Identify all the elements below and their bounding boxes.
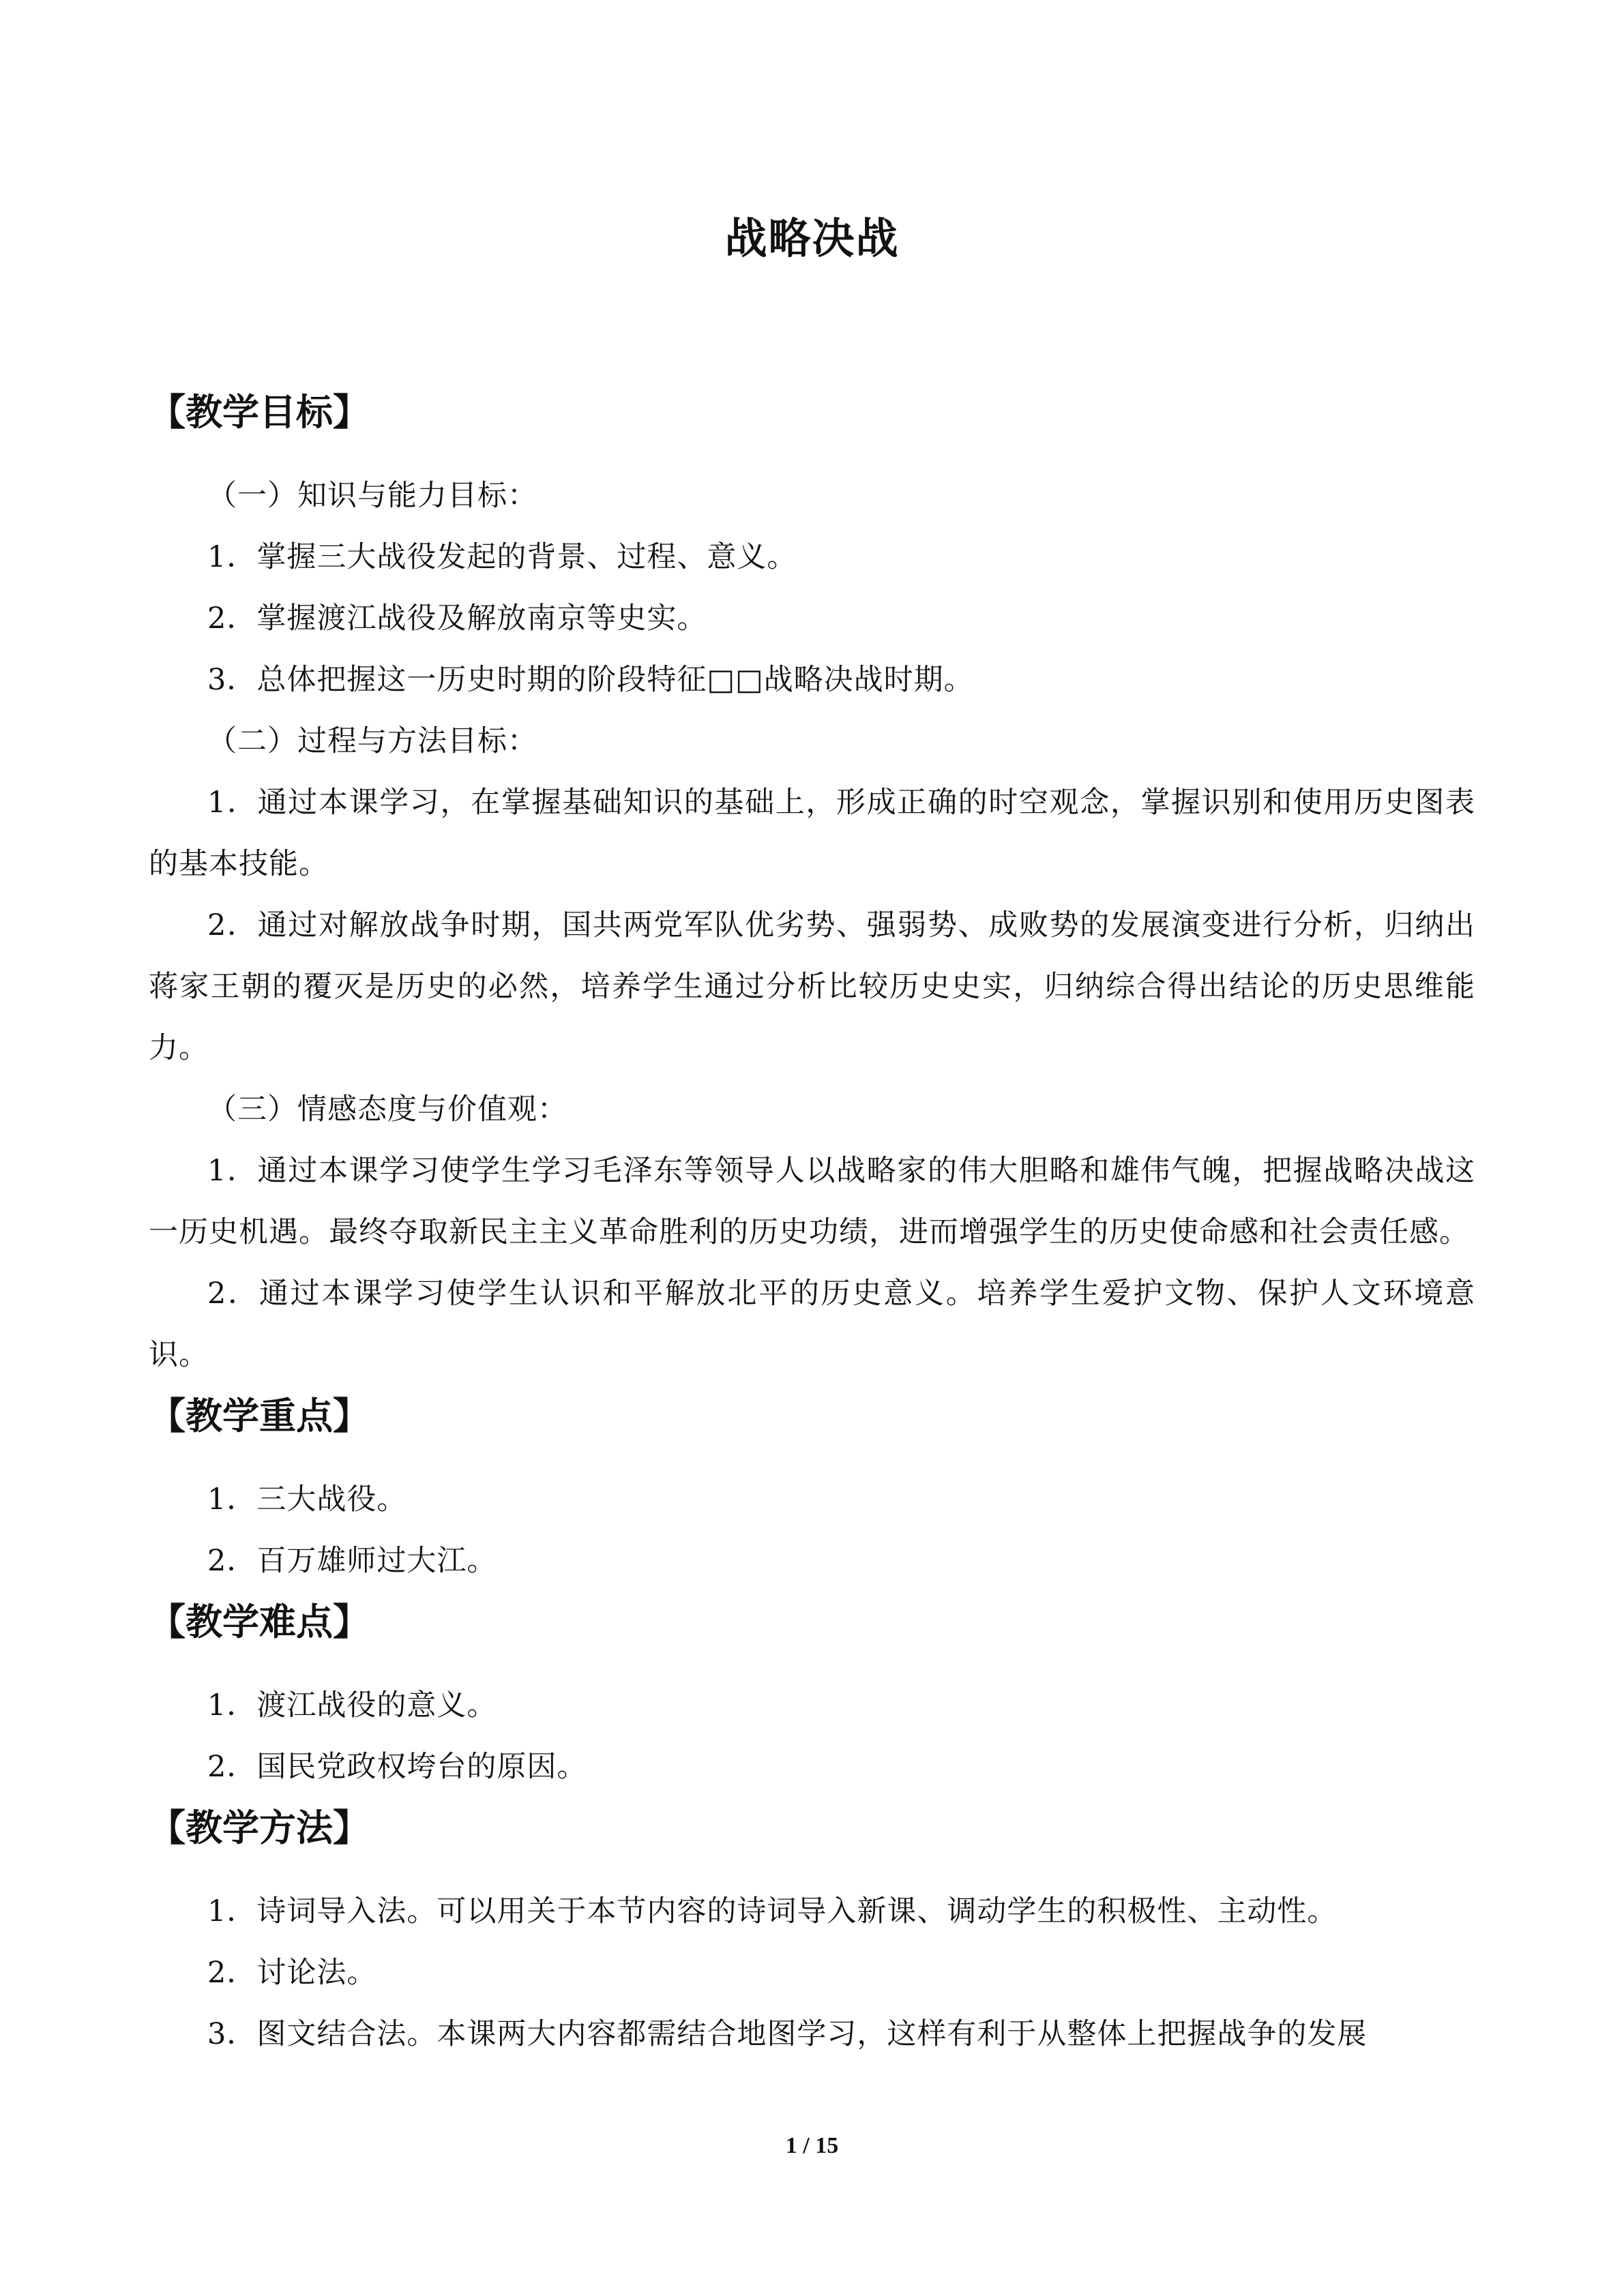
document-body: [149, 382, 1475, 2065]
section-heading-difficulties: 【教学难点】: [149, 1600, 370, 1643]
page-title: 战略决战: [724, 213, 900, 263]
list-item: 1．掌握三大战役发起的背景、过程、意义。: [207, 540, 797, 574]
section-heading-key-points: 【教学重点】: [149, 1395, 370, 1437]
subsection-emotion-label: （三）情感态度与价值观：: [207, 1092, 567, 1127]
list-item: 1．渡江战役的意义。: [207, 1688, 497, 1723]
subsection-knowledge-label: （一）知识与能力目标：: [207, 479, 537, 513]
list-item: 1．诗词导入法。可以用关于本节内容的诗词导入新课、调动学生的积极性、主动性。: [207, 1894, 1338, 1928]
list-item: 2．国民党政权垮台的原因。: [207, 1750, 587, 1784]
list-item: 3．总体把握这一历史时期的阶段特征□□战略决战时期。: [207, 663, 974, 697]
page-number: 1 / 15: [785, 2133, 839, 2158]
list-item: 2．掌握渡江战役及解放南京等史实。: [207, 601, 707, 636]
list-item: 2．通过对解放战争时期，国共两党军队优劣势、强弱势、成败势的发展演变进行分析，归纳出蒋家王朝的覆灭是历史的必然，培养学生通过分析比较历史史实，归纳综合得出结论的历史思维能力。: [149, 908, 1475, 1065]
list-item: 2．讨论法。: [207, 1956, 377, 1990]
list-item: 2．通过本课学习使学生认识和平解放北平的历史意义。培养学生爱护文物、保护人文环境意识。: [149, 1277, 1475, 1372]
list-item: 1．通过本课学习，在掌握基础知识的基础上，形成正确的时空观念，掌握识别和使用历史图表的基本技能。: [149, 786, 1475, 881]
list-item: 1．三大战役。: [207, 1482, 407, 1517]
section-heading-objectives: 【教学目标】: [149, 391, 370, 434]
section-heading-methods: 【教学方法】: [149, 1806, 370, 1849]
list-item: 2．百万雄师过大江。: [207, 1544, 497, 1578]
list-item: 1．通过本课学习使学生学习毛泽东等领导人以战略家的伟大胆略和雄伟气魄，把握战略决战这一历史机遇。最终夺取新民主主义革命胜利的历史功绩，进而增强学生的历史使命感和社会责任感。: [149, 1154, 1475, 1249]
list-item: 3．图文结合法。本课两大内容都需结合地图学习，这样有利于从整体上把握战争的发展: [207, 2017, 1368, 2051]
subsection-process-label: （二）过程与方法目标：: [207, 724, 537, 758]
